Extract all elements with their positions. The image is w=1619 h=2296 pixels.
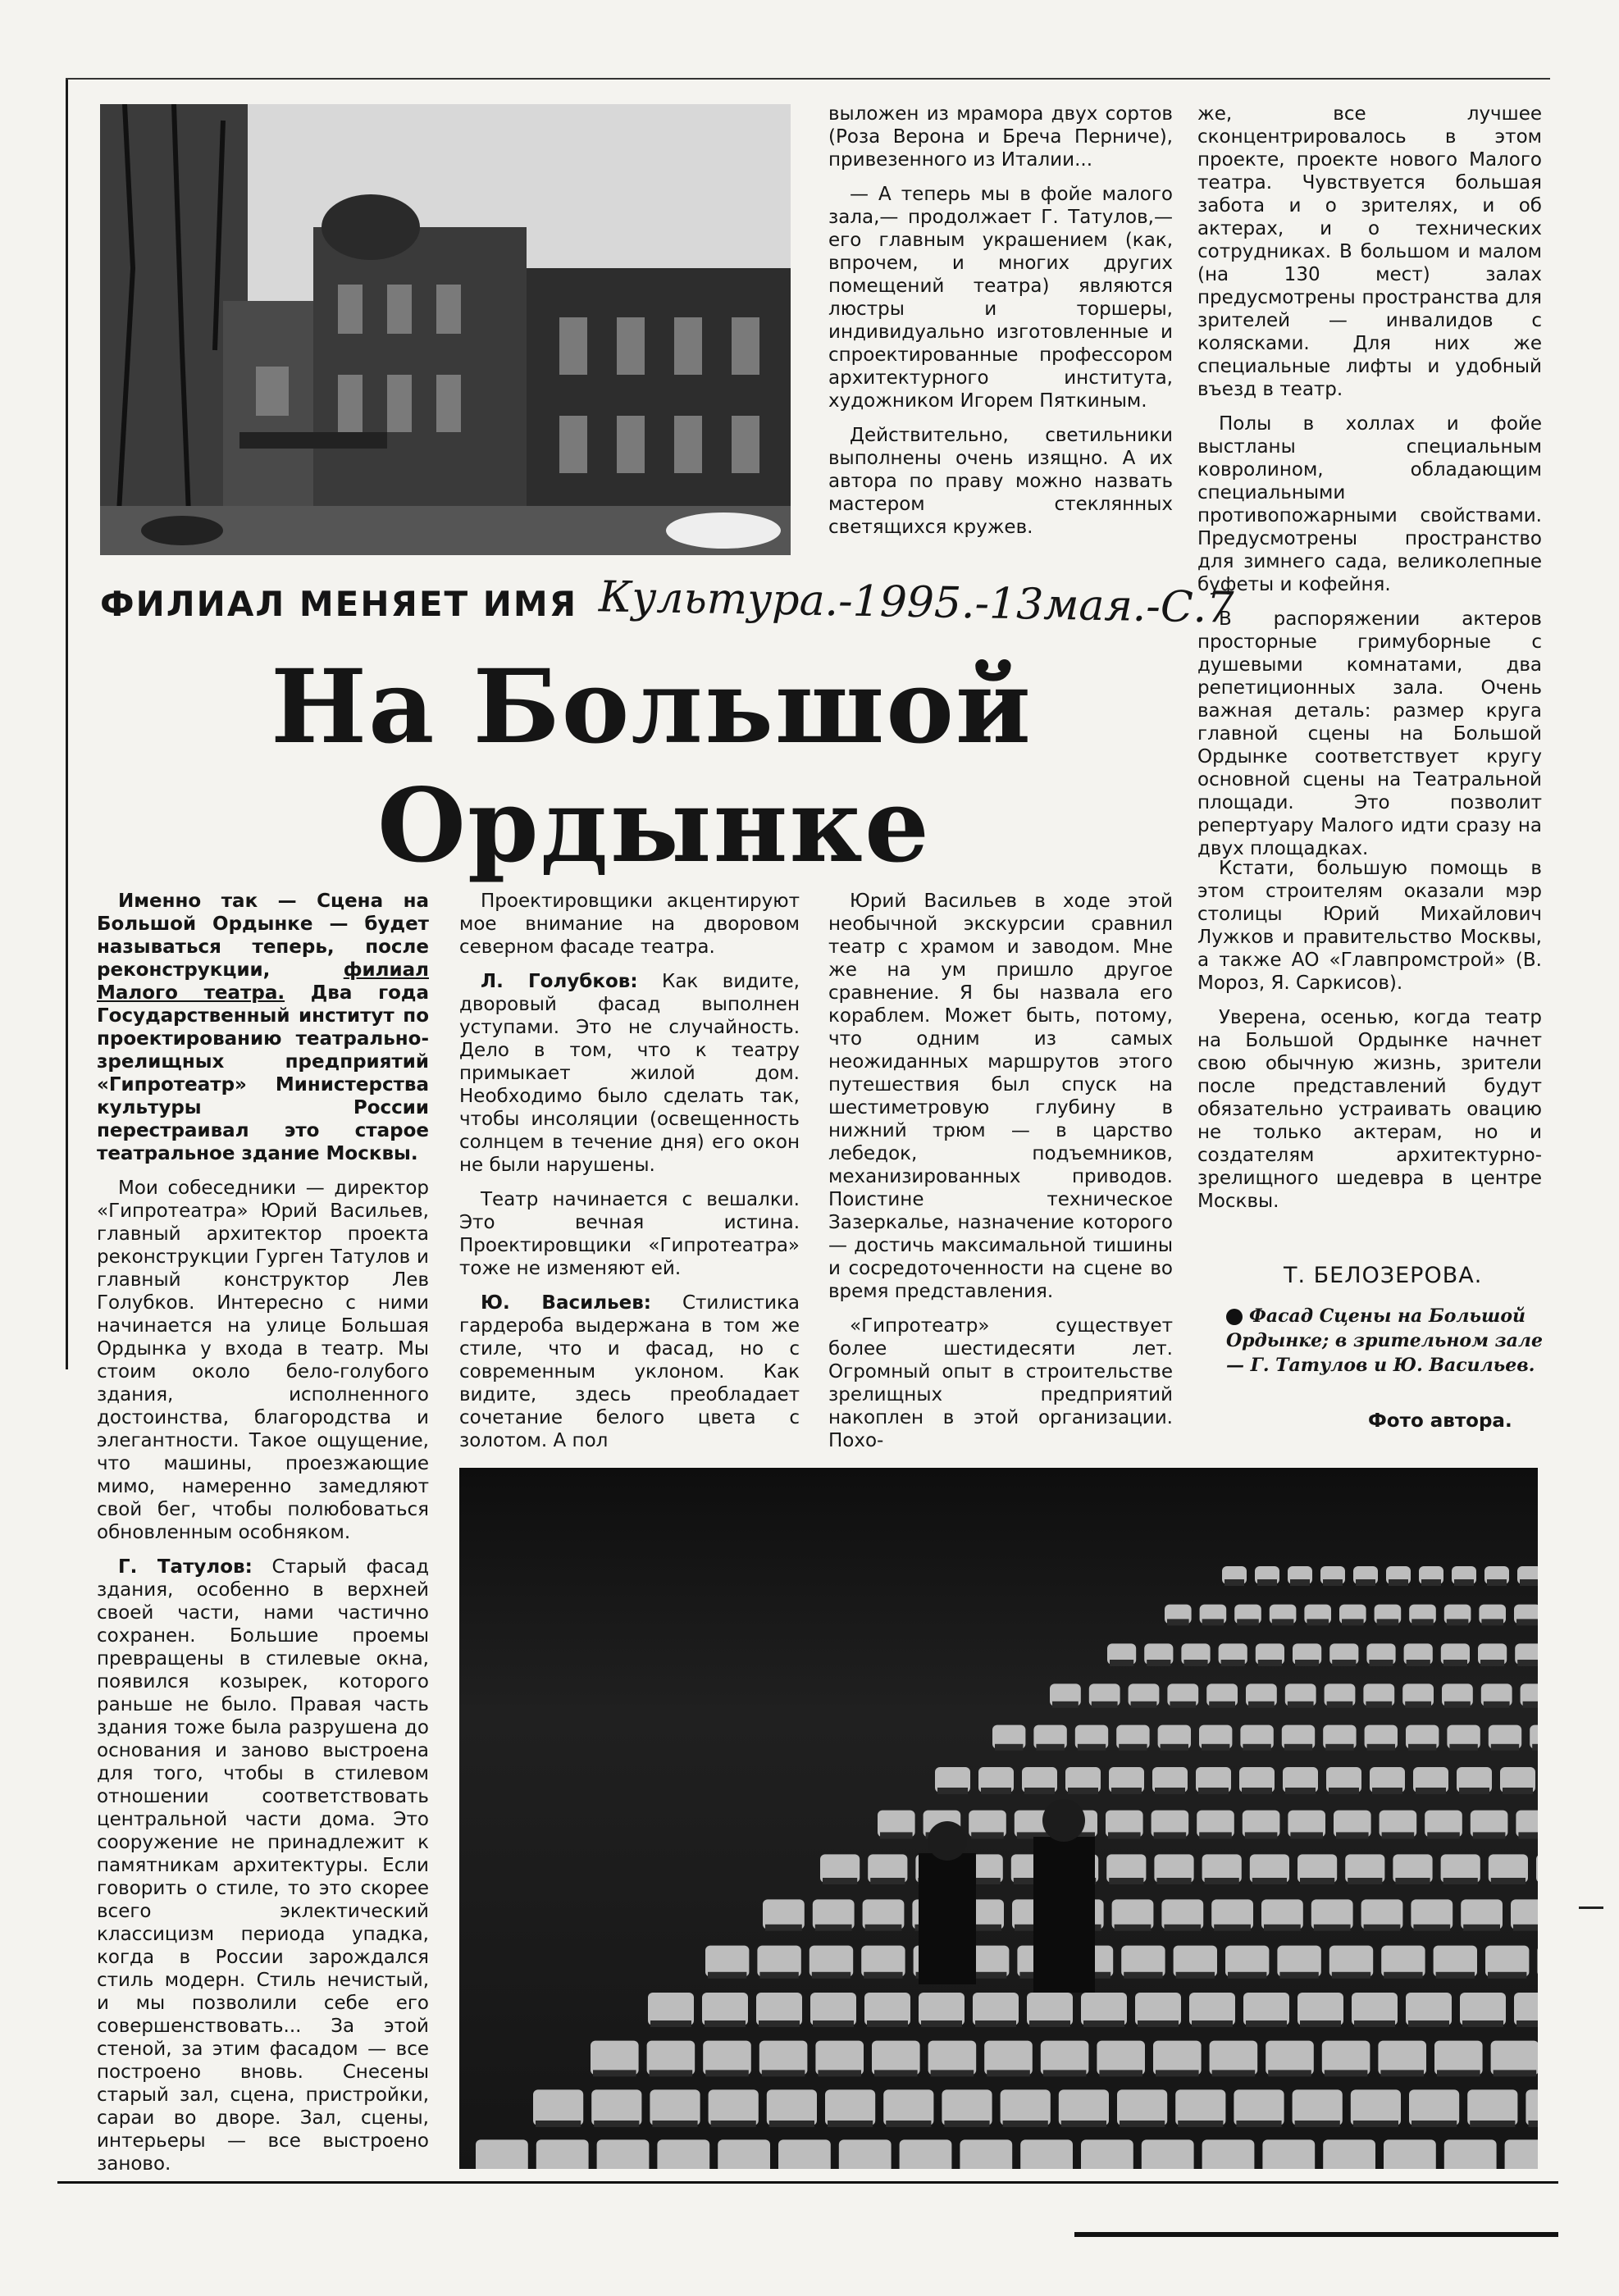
- seat-shadow: [1384, 1972, 1422, 1979]
- seat: [960, 2139, 1012, 2169]
- seat-shadow: [1416, 1788, 1446, 1794]
- seat: [597, 2139, 650, 2169]
- seat-shadow: [1480, 1660, 1504, 1666]
- seat-shadow: [1300, 2020, 1341, 2027]
- seat: [1266, 2041, 1314, 2075]
- seat-shadow: [813, 2020, 854, 2027]
- seat: [650, 2089, 700, 2125]
- seat-shadow: [1356, 1579, 1375, 1586]
- seat-shadow: [1408, 2020, 1449, 2027]
- seat-shadow: [1164, 1925, 1201, 1931]
- seat-shadow: [1518, 1832, 1538, 1838]
- seat: [1020, 2139, 1073, 2169]
- headline-line-1: На Большой: [271, 648, 1033, 767]
- seat-shadow: [1421, 1579, 1441, 1586]
- seat: [778, 2139, 831, 2169]
- seat: [703, 2041, 751, 2075]
- seat-shadow: [1120, 2121, 1165, 2127]
- seat-shadow: [1029, 2020, 1070, 2027]
- seat-shadow: [1131, 1702, 1157, 1708]
- seat-shadow: [1285, 1788, 1316, 1794]
- bullet-icon: [1226, 1309, 1243, 1325]
- seat-shadow: [1484, 1702, 1510, 1708]
- seat: [1434, 2041, 1483, 2075]
- seat-shadow: [594, 2121, 639, 2127]
- seat-shadow: [1459, 1788, 1489, 1794]
- seat-shadow: [1407, 1660, 1430, 1666]
- lead-text-b: Два года Государственный институт по проектированию театрально-зрелищных предприятий «Гипротеатр» Министерства культуры России перестраивал это старое театральное здание Москвы.: [97, 982, 429, 1164]
- seat-shadow: [1454, 1579, 1474, 1586]
- seat-shadow: [1437, 2070, 1480, 2076]
- seat: [1505, 2139, 1538, 2169]
- seat-shadow: [1183, 1660, 1207, 1666]
- seat-shadow: [1503, 1788, 1533, 1794]
- seat-shadow: [1447, 1619, 1469, 1625]
- column-rule-left: [66, 78, 68, 1369]
- seat-shadow: [1382, 1832, 1415, 1838]
- seat-shadow: [1516, 2020, 1538, 2027]
- paragraph: — А теперь мы в фойе малого зала,— продолжает Г. Татулов,— его главным украшением (как, впрочем, и многих других помещений театра) являются люстры и торшеры, индивидуально изготовленные и спроектированные профессором архитектурного института, художником Игорем Пяткиным.: [828, 184, 1173, 412]
- seat: [1537, 1946, 1538, 1977]
- seat: [709, 2089, 759, 2125]
- seat-shadow: [1242, 1788, 1272, 1794]
- seat-shadow: [1214, 1925, 1251, 1931]
- seat-shadow: [1245, 1832, 1278, 1838]
- seat: [1409, 2089, 1459, 2125]
- paragraph: [459, 970, 800, 1177]
- speaker-name: Г. Татулов:: [118, 1556, 253, 1578]
- paragraph: Юрий Васильев в ходе этой необычной экскурсии сравнил театр с храмом и заводом. Мне же на ум пришло другое сравнение. Я бы назвала его кораблем. Может быть, потому, что одним из самых неожиданных маршрутов этого путешествия был спуск на шестиметровую глубину в нижний трюм — в царство лебедок, подъемников, механизированных приводов. Поистине техническое Зазеркалье, назначение которого — достичь максимальной тишины и сосредоточенности на сцене во время представления.: [828, 891, 1173, 1302]
- seat: [1081, 2139, 1133, 2169]
- seat: [1210, 2041, 1258, 2075]
- seat-shadow: [759, 2020, 800, 2027]
- seat: [1262, 2139, 1315, 2169]
- seat-shadow: [1068, 1788, 1098, 1794]
- seat-shadow: [812, 1972, 851, 1979]
- seat-shadow: [1243, 1744, 1270, 1751]
- seat-shadow: [1124, 1972, 1162, 1979]
- article-column-6: [1197, 857, 1542, 1224]
- seat-shadow: [1248, 1702, 1275, 1708]
- seat-shadow: [1268, 2070, 1311, 2076]
- article-column-5: [1197, 102, 1542, 872]
- headline-line-2: Ордынке: [377, 767, 931, 886]
- seat-shadow: [593, 2070, 636, 2076]
- seat-shadow: [1443, 1878, 1478, 1884]
- seat-shadow: [874, 2070, 918, 2076]
- seat-shadow: [1221, 1660, 1245, 1666]
- seat-shadow: [1513, 1925, 1538, 1931]
- seat-shadow: [1115, 1925, 1152, 1931]
- paragraph: Мои собеседники — директор «Гипротеатра» Юрий Васильев, главный архитектор проекта реконструкции Гурген Татулов и главный конструктор Лев Голубков. Интересно с ними начинается на улице Большая Ордынка у входа в театр. Мы стоим около бело-голубого здания, исполненного достоинства, благородства и элегантности. Такое ощущение, что машины, проезжающие мимо, намеренно замедляют свой бег, чтобы полюбоваться обновленным особняком.: [97, 1178, 429, 1543]
- seat-shadow: [1436, 1972, 1475, 1979]
- seat-shadow: [1353, 2121, 1398, 2127]
- seat: [900, 2139, 952, 2169]
- seat-shadow: [1083, 2020, 1124, 2027]
- paragraph: [459, 1292, 800, 1452]
- seat: [1467, 2089, 1517, 2125]
- article-column-1: [97, 890, 429, 2187]
- seat-shadow: [1413, 1925, 1450, 1931]
- seat-shadow: [1462, 2020, 1503, 2027]
- seat: [1351, 2089, 1401, 2125]
- seat-shadow: [1092, 1702, 1118, 1708]
- seat-shadow: [1192, 2020, 1233, 2027]
- seat: [1059, 2089, 1109, 2125]
- seat-shadow: [1078, 1744, 1106, 1751]
- frame-rule-top: [66, 78, 1550, 80]
- seat: [825, 2089, 875, 2125]
- article-column-2: [459, 890, 800, 1464]
- seat-shadow: [1111, 1788, 1142, 1794]
- seat-shadow: [1110, 1660, 1133, 1666]
- seat-shadow: [1202, 1744, 1229, 1751]
- seat: [1175, 2089, 1225, 2125]
- seat-shadow: [1380, 2070, 1424, 2076]
- seat: [1117, 2089, 1167, 2125]
- seat-shadow: [1516, 1619, 1538, 1625]
- seat: [591, 2089, 641, 2125]
- seat-shadow: [1325, 1744, 1353, 1751]
- seat-shadow: [1528, 2121, 1538, 2127]
- seat-shadow: [818, 2070, 861, 2076]
- seat-shadow: [981, 1788, 1011, 1794]
- paragraph: же, все лучшее сконцентрировалось в этом проекте, проекте нового Малого театра. Чувствуется большая забота и о зрителях, и об актерах, и о технических сотрудниках. В большом и малом (на 130 мест) залах предусмотрены пространства для зрителей — инвалидов с колясками. Для них же специальные лифты и удобный въезд в театр.: [1197, 103, 1542, 400]
- seat-shadow: [1288, 1702, 1314, 1708]
- paragraph: «Гипротеатр» существует более шестидесяти лет. Огромный опыт в строительстве зрелищных предприятий накоплен в этой организации. Похо-: [828, 1315, 1173, 1451]
- seat-shadow: [987, 2070, 1030, 2076]
- seat-shadow: [931, 2070, 974, 2076]
- seat-shadow: [1367, 1744, 1395, 1751]
- handwritten-citation: Культура.-1995.-13мая.-С.7: [598, 572, 1234, 633]
- seat-shadow: [1198, 1788, 1229, 1794]
- seat-shadow: [650, 2070, 693, 2076]
- seat: [839, 2139, 892, 2169]
- paragraph: Полы в холлах и фойе выстланы специальным ковролином, обладающим специальными противопожарными свойствами. Предусмотрены пространство для зимнего сада, великолепные буфеты и кофейня.: [1197, 413, 1542, 595]
- seat-shadow: [1003, 2121, 1048, 2127]
- seat-shadow: [765, 1925, 802, 1931]
- seat-shadow: [1205, 1878, 1239, 1884]
- seat-shadow: [536, 2121, 581, 2127]
- seat-shadow: [1389, 1579, 1408, 1586]
- seat: [657, 2139, 709, 2169]
- seat: [928, 2041, 977, 2075]
- seat-shadow: [1246, 2020, 1287, 2027]
- seat-shadow: [1517, 1660, 1538, 1666]
- seat-shadow: [711, 2121, 756, 2127]
- seat: [1491, 2041, 1538, 2075]
- seat-shadow: [1411, 2121, 1457, 2127]
- seat: [1097, 2041, 1145, 2075]
- seat-shadow: [1295, 2121, 1340, 2127]
- paragraph: выложен из мрамора двух сортов (Роза Верона и Бреча Перниче), привезенного из Италии...: [828, 103, 1173, 171]
- seat-shadow: [1156, 2070, 1199, 2076]
- seat-shadow: [1348, 1878, 1382, 1884]
- seat-shadow: [995, 1744, 1023, 1751]
- seat-shadow: [1369, 1660, 1393, 1666]
- seat-shadow: [1523, 1702, 1538, 1708]
- seat: [476, 2139, 528, 2169]
- paragraph: Кстати, большую помощь в этом строителям оказали мэр столицы Юрий Михайлович Лужков и правительство Москвы, а также АО «Главпромстрой» (В. Мороз, Я. Саркисов).: [1197, 858, 1542, 994]
- seat-shadow: [1099, 2070, 1142, 2076]
- seat: [759, 2041, 808, 2075]
- seat-shadow: [1473, 1832, 1506, 1838]
- seat-shadow: [1228, 1972, 1266, 1979]
- paragraph: Уверена, осенью, когда театр на Большой Ордынке начнет свою обычную жизнь, зрители после представлений будут обязательно устраивать овацию не только актерам, но и создателям архитектурно-зрелищного шедевра в центре Москвы.: [1197, 1007, 1542, 1212]
- seat-shadow: [867, 2020, 908, 2027]
- seat-shadow: [823, 1878, 857, 1884]
- seat-shadow: [1290, 1832, 1323, 1838]
- photo-caption: [1226, 1304, 1546, 1378]
- speech-text: Старый фасад здания, особенно в верхней своей части, нами частично сохранен. Большие проемы превращены в стилевые окна, появился козырек, которого раньше не было. Правая часть здания тоже была разрушена до основания и заново выстроена для того, чтобы в стилевом отношении соответствовать центральной части дома. Это сооружение не принадлежит к памятникам архитектуры. Если говорить о стиле, то это скорее всего эклектический классицизм периода упадка, когда в России зарождался стиль модерн. Стиль нечистый, и мы позволили себе его совершенствовать... За этой стеной, за этим фасадом — все построено вновь. Снесены старый зал, сцена, пристройки, сараи во дворе. Зал, сцены, интерьеры — все выстроено заново.: [97, 1556, 429, 2175]
- speech-text: Как видите, дворовый фасад выполнен уступами. Это не случайность. Дело в том, что к театру примыкает жилой дом. Необходимо было сделать так, чтобы инсоляции (освещенность солнцем в течение дня) его окон не были нарушены.: [459, 971, 800, 1176]
- seat-shadow: [1327, 1702, 1353, 1708]
- photo-auditorium: [459, 1468, 1538, 2169]
- seat-shadow: [1237, 1619, 1259, 1625]
- photo-building: [100, 104, 791, 555]
- seat: [1384, 2139, 1436, 2169]
- seat-shadow: [1463, 1925, 1500, 1931]
- seat-shadow: [921, 2020, 962, 2027]
- speaker-name: Ю. Васильев:: [481, 1292, 651, 1314]
- seat-shadow: [1236, 2121, 1281, 2127]
- seat-shadow: [1257, 1579, 1277, 1586]
- seat-shadow: [1372, 1788, 1402, 1794]
- seat-shadow: [1154, 1832, 1187, 1838]
- caption-text: Фасад Сцены на Большой Ордынке; в зрительном зале — Г. Татулов и Ю. Васильев.: [1226, 1305, 1544, 1376]
- seat-shadow: [1170, 1702, 1196, 1708]
- seat-shadow: [1036, 1744, 1064, 1751]
- seat: [1001, 2089, 1051, 2125]
- seat-shadow: [1336, 1832, 1369, 1838]
- seat-shadow: [1395, 1878, 1430, 1884]
- seat-shadow: [1178, 2121, 1223, 2127]
- photo-credit: Фото автора.: [1368, 1410, 1512, 1432]
- seat: [815, 2041, 864, 2075]
- seat-shadow: [864, 1972, 902, 1979]
- seat: [647, 2041, 695, 2075]
- seat-shadow: [1332, 1660, 1356, 1666]
- seat-shadow: [1520, 1579, 1538, 1586]
- seat: [1142, 2139, 1194, 2169]
- article-column-4: [828, 102, 1173, 550]
- seat-shadow: [1176, 1972, 1215, 1979]
- lead-text-a: Именно так — Сцена на Большой Ордынке — будет называться теперь, после реконструкции,: [97, 891, 429, 981]
- seat-shadow: [1411, 1619, 1434, 1625]
- seat: [883, 2089, 933, 2125]
- seat-shadow: [1258, 1660, 1282, 1666]
- seat-shadow: [880, 1832, 913, 1838]
- seat-shadow: [1155, 1788, 1185, 1794]
- seat-shadow: [1199, 1832, 1232, 1838]
- lead-paragraph: [97, 890, 429, 1165]
- bottom-rule: [57, 2181, 1558, 2184]
- seat: [767, 2089, 817, 2125]
- seat: [984, 2041, 1033, 2075]
- seat: [1444, 2139, 1497, 2169]
- seat: [1153, 2041, 1202, 2075]
- seat: [1378, 2041, 1426, 2075]
- seat-shadow: [1252, 1878, 1287, 1884]
- paragraph: Проектировщики акцентируют мое внимание на дворовом северном фасаде театра.: [459, 891, 800, 958]
- seat-shadow: [1342, 1619, 1364, 1625]
- seat-shadow: [1364, 1925, 1401, 1931]
- seat-shadow: [937, 1788, 968, 1794]
- seat-shadow: [971, 1832, 1004, 1838]
- paragraph: Действительно, светильники выполнены очень изящно. А их автора по праву можно назвать мастером стеклянных светящихся кружев.: [828, 425, 1173, 538]
- seat-shadow: [1377, 1619, 1399, 1625]
- seat-shadow: [705, 2020, 746, 2027]
- rubric: ФИЛИАЛ МЕНЯЕТ ИМЯ: [100, 584, 578, 624]
- seat-shadow: [865, 1925, 902, 1931]
- seat-shadow: [1212, 2070, 1256, 2076]
- seat-shadow: [1024, 1788, 1055, 1794]
- seat-shadow: [886, 2121, 931, 2127]
- seat: [1323, 2139, 1375, 2169]
- seat-shadow: [1147, 1660, 1170, 1666]
- seat-shadow: [1427, 1832, 1460, 1838]
- paragraph: В распоряжении актеров просторные гримуборные с душевыми комнатами, два репетиционных зала. Очень важная деталь: размер круга главной сцены на Большой Ордынке соответствует кругу основной сцены на Театральной площади. Это позволит репертуару Малого идти сразу на двух площадках.: [1197, 608, 1542, 859]
- seat-shadow: [944, 2121, 989, 2127]
- seat-shadow: [1444, 1702, 1471, 1708]
- seat: [1041, 2041, 1089, 2075]
- building-illustration: [100, 104, 791, 555]
- seat: [872, 2041, 920, 2075]
- seat-shadow: [650, 2020, 691, 2027]
- seat-shadow: [870, 1878, 905, 1884]
- seat-shadow: [1307, 1619, 1329, 1625]
- author-byline: Т. БЕЛОЗЕРОВА.: [1284, 1263, 1483, 1288]
- seat-shadow: [1329, 1788, 1359, 1794]
- seat-shadow: [1167, 1619, 1189, 1625]
- seat-shadow: [1408, 1744, 1436, 1751]
- seat: [536, 2139, 589, 2169]
- seat-shadow: [759, 1972, 798, 1979]
- seat-shadow: [1138, 2020, 1179, 2027]
- seat-shadow: [708, 1972, 746, 1979]
- seat-shadow: [1279, 1972, 1318, 1979]
- seat: [1202, 2139, 1255, 2169]
- seat-shadow: [1443, 1660, 1467, 1666]
- seat: [533, 2089, 583, 2125]
- seat-shadow: [1532, 1744, 1538, 1751]
- seat-shadow: [1119, 1744, 1147, 1751]
- seat-shadow: [762, 2070, 805, 2076]
- seat-shadow: [1332, 1972, 1370, 1979]
- seat: [1293, 2089, 1343, 2125]
- seat-shadow: [1295, 1660, 1319, 1666]
- paragraph: Театр начинается с вешалки. Это вечная истина. Проектировщики «Гипротеатра» тоже не изменяют ей.: [459, 1189, 800, 1279]
- seat-shadow: [815, 1925, 852, 1931]
- seat-shadow: [1290, 1579, 1310, 1586]
- seat-shadow: [769, 2121, 814, 2127]
- auditorium-illustration: [459, 1468, 1538, 2169]
- seat-shadow: [1470, 2121, 1515, 2127]
- seat-shadow: [1272, 1619, 1294, 1625]
- seat-shadow: [1300, 1878, 1334, 1884]
- seat-shadow: [1108, 1832, 1141, 1838]
- seat-shadow: [1354, 2020, 1395, 2027]
- seat-shadow: [1405, 1702, 1431, 1708]
- seat: [1322, 2041, 1370, 2075]
- margin-mark: [1579, 1906, 1603, 1909]
- article-column-3: [828, 890, 1173, 1464]
- seat-shadow: [705, 2070, 749, 2076]
- seat-shadow: [1109, 1878, 1143, 1884]
- seat-shadow: [1323, 1579, 1343, 1586]
- seat-shadow: [1487, 1579, 1507, 1586]
- seat: [1234, 2089, 1284, 2125]
- seat-shadow: [1366, 1702, 1392, 1708]
- seat-shadow: [1488, 1972, 1526, 1979]
- seat-shadow: [1061, 2121, 1106, 2127]
- seat-shadow: [975, 2020, 1016, 2027]
- seat-shadow: [1491, 1878, 1526, 1884]
- seat: [591, 2041, 639, 2075]
- seat-shadow: [1156, 1878, 1191, 1884]
- seat-shadow: [1264, 1925, 1301, 1931]
- lead-text-underlined: филиал Малого театра.: [97, 959, 429, 1004]
- speech-text: Стилистика гардероба выдержана в том же стиле, что и фасад, но с современным уклоном. Как видите, здесь преобладает сочетание белого цвета с золотом. А пол: [459, 1292, 800, 1451]
- seat-shadow: [1284, 1744, 1312, 1751]
- seat: [1536, 1854, 1538, 1883]
- paragraph: [97, 1556, 429, 2175]
- seat-shadow: [1043, 2070, 1087, 2076]
- speaker-name: Л. Голубков:: [481, 971, 638, 992]
- bottom-rule-thick: [1074, 2232, 1558, 2237]
- seat-shadow: [1209, 1702, 1235, 1708]
- seat-shadow: [1494, 2070, 1537, 2076]
- seat-shadow: [828, 2121, 873, 2127]
- seat-shadow: [1491, 1744, 1519, 1751]
- seat-shadow: [1225, 1579, 1244, 1586]
- seat-shadow: [1052, 1702, 1079, 1708]
- seat: [942, 2089, 992, 2125]
- seat-shadow: [1314, 1925, 1351, 1931]
- seat-shadow: [652, 2121, 697, 2127]
- seat: [718, 2139, 770, 2169]
- seat-shadow: [1202, 1619, 1225, 1625]
- seat-shadow: [1325, 2070, 1368, 2076]
- seat-shadow: [1449, 1744, 1477, 1751]
- seat: [1526, 2089, 1538, 2125]
- seat-shadow: [1161, 1744, 1188, 1751]
- seat-shadow: [1481, 1619, 1503, 1625]
